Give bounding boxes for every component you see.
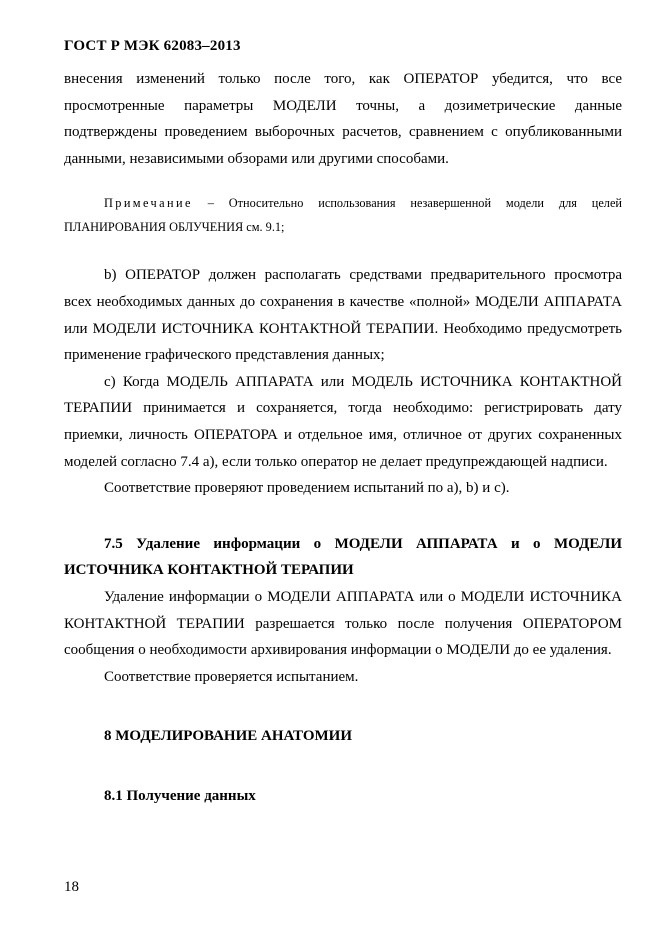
note — [64, 191, 622, 239]
compliance-text-1: Соответствие проверяют проведением испытаний по а), b) и с). — [104, 480, 510, 497]
list-item-b: b) ОПЕРАТОР должен располагать средствами предварительного просмотра всех необходимых данных до сохранения в качестве «полной» МОДЕЛИ АППАРАТА или МОДЕЛИ ИСТОЧНИКА КОНТАКТНОЙ ТЕРАПИИ. Необходимо предусмотреть применение графического представления данных; — [64, 267, 622, 364]
section-8-1-title: 8.1 Получение данных — [104, 787, 256, 804]
note-label: Примечание — [104, 196, 193, 211]
section-7-5-title: 7.5 Удаление информации о МОДЕЛИ АППАРАТА и о МОДЕЛИ ИСТОЧНИКА КОНТАКТНОЙ ТЕРАПИИ — [64, 535, 622, 579]
section-7-5-text: Удаление информации о МОДЕЛИ АППАРАТА или о МОДЕЛИ ИСТОЧНИКА КОНТАКТНОЙ ТЕРАПИИ разрешается только после получения ОПЕРАТОРОМ сообщения о необходимости архивирования информации о МОДЕЛИ до ее удаления. — [64, 588, 622, 659]
section-8-title: 8 МОДЕЛИРОВАНИЕ АНАТОМИИ — [104, 728, 353, 745]
page-number: 18 — [64, 879, 79, 895]
note-text: – Относительно использования незавершенной модели для целей ПЛАНИРОВАНИЯ ОБЛУЧЕНИЯ см. 9.1; — [64, 196, 622, 235]
paragraph-intro: внесения изменений только после того, как ОПЕРАТОР убедится, что все просмотренные параметры МОДЕЛИ точны, а дозиметрические данные подтверждены проведением выборочных расчетов, сравнением с опубликованными данными, независимыми обзорами или другими способами. — [64, 71, 622, 167]
document-header: ГОСТ Р МЭК 62083–2013 — [64, 38, 241, 54]
page-content — [64, 66, 622, 809]
compliance-text-2: Соответствие проверяется испытанием. — [104, 668, 359, 685]
list-item-c: c) Когда МОДЕЛЬ АППАРАТА или МОДЕЛЬ ИСТОЧНИКА КОНТАКТНОЙ ТЕРАПИИ принимается и сохраняется, тогда необходимо: регистрировать дату приемки, личность ОПЕРАТОРА и отдельное имя, отличное от других сохраненных моделей согласно 7.4 а), если только оператор не делает предупреждающей надписи. — [64, 373, 622, 470]
